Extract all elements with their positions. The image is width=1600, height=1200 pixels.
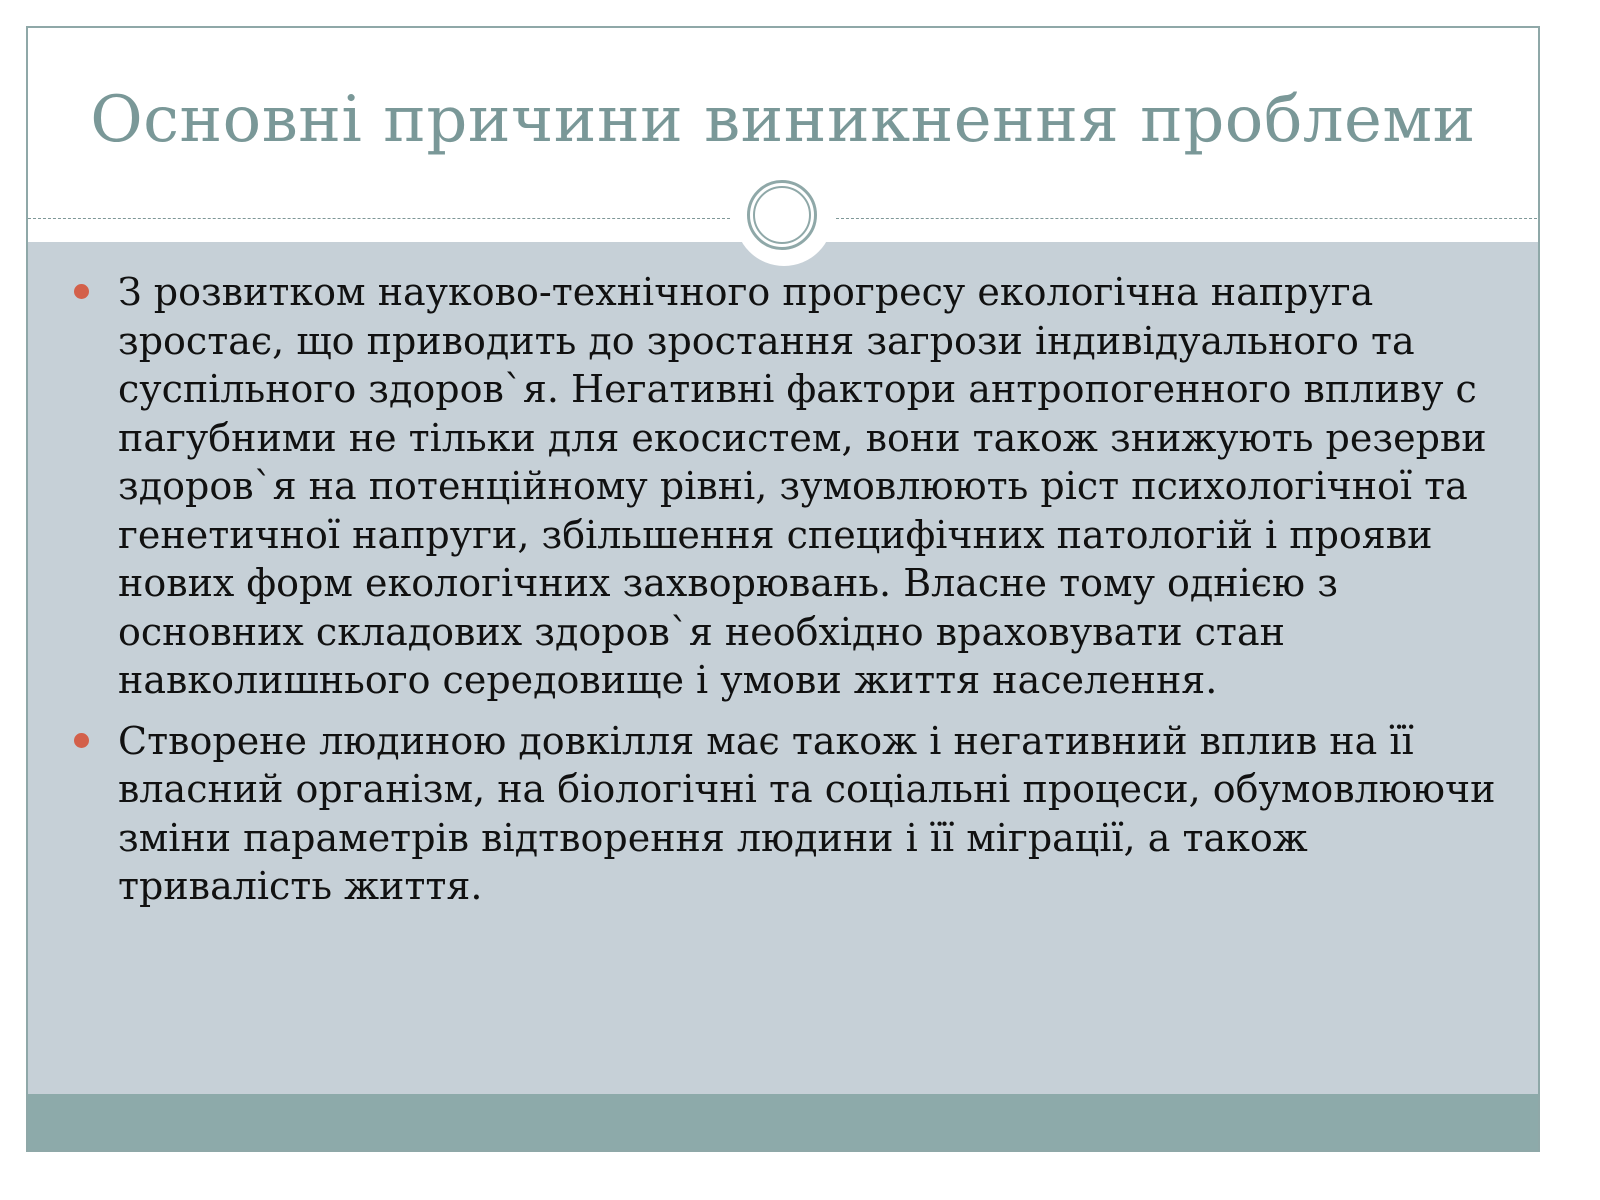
- bullet-item: [68, 717, 1508, 911]
- bullet-list: [68, 268, 1508, 923]
- bottom-band: [28, 1094, 1538, 1150]
- bullet-item: [68, 268, 1508, 705]
- bullet-dot-icon: [74, 284, 89, 299]
- bullet-dot-icon: [74, 733, 89, 748]
- slide-title: Основні причини виникнення проблеми: [90, 83, 1476, 157]
- divider-line-left: [28, 218, 730, 219]
- bullet-text: Створене людиною довкілля має також і негативний вплив на її власний організм, на біологічні та соціальні процеси, обумовлюючи зміни параметрів відтворення людини і її міграції, а також тривалість життя.: [118, 718, 1496, 908]
- divider-line-right: [836, 218, 1540, 219]
- circle-ring-inner: [753, 186, 811, 244]
- bullet-text: З розвитком науково-технічного прогресу екологічна напруга зростає, що приводить до зростання загрози індивідуального та суспільного здоров`я. Негативні фактори антропогенного впливу с пагубними не тільки для екосистем, вони також знижують резерви здоров`я на потенційному рівні, зумовлюють ріст психологічної та генетичної напруги, збільшення специфічних патологій і прояви нових форм екологічних захворювань. Власне тому однією з основних складових здоров`я необхідно враховувати стан навколишнього середовище і умови життя населення.: [118, 270, 1487, 702]
- slide: [26, 26, 1540, 1152]
